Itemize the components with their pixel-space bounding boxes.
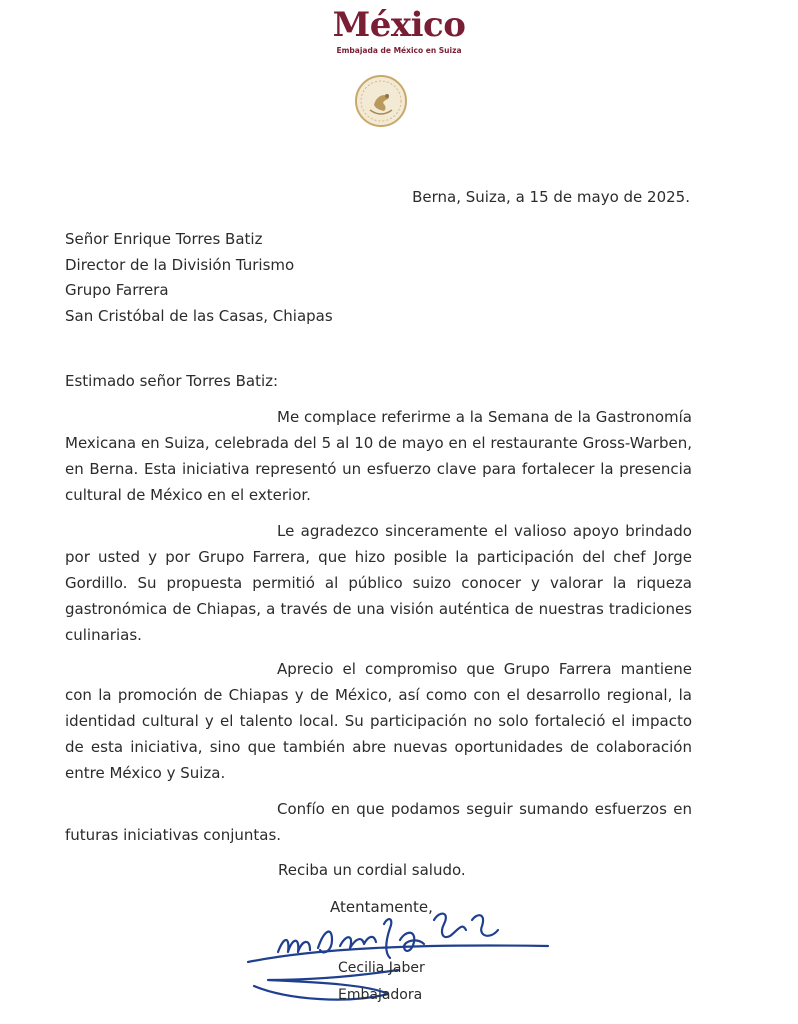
embassy-name: Embajada de México en Suiza [336,46,462,55]
sign-off: Atentamente, [330,898,433,916]
brand-logo-text: México [332,5,466,45]
addressee-block [65,227,333,329]
addressee-company: Grupo Farrera [65,281,169,299]
paragraph-1: Me complace referirme a la Semana de la Gastronomía Mexicana en Suiza, celebrada del 5 al 10 de mayo en el restaurante Gross-Warben, en Berna. Esta iniciativa representó un esfuerzo clave para fortalecer la presencia cultural de México en el exterior. [65,408,692,504]
coat-of-arms-seal-icon [354,74,408,128]
paragraph-2: Le agradezco sinceramente el valioso apoyo brindado por usted y por Grupo Farrera, que hizo posible la participación del chef Jorge Gordillo. Su propuesta permitió al público suizo conocer y valorar la riqueza gastronómica de Chiapas, a través de una visión auténtica de nuestras tradiciones culinarias. [65,522,692,644]
salutation: Estimado señor Torres Batiz: [65,372,279,390]
signer-name: Cecilia Jaber [338,960,425,976]
addressee-position: Director de la División Turismo [65,255,295,274]
paragraph-3: Aprecio el compromiso que Grupo Farrera mantiene con la promoción de Chiapas y de México, así como con el desarrollo regional, la identidad cultural y el talento local. Su participación no solo fortaleció el impacto de esta iniciativa, sino que también abre nuevas oportunidades de colaboración entre México y Suiza. [65,660,692,782]
addressee-location: San Cristóbal de las Casas, Chiapas [65,306,333,325]
signer-title: Embajadora [338,987,423,1003]
addressee-name: Señor Enrique Torres Batiz [65,230,263,248]
letter-date: Berna, Suiza, a 15 de mayo de 2025. [412,188,690,206]
letterhead [0,5,798,55]
paragraph-4: Confío en que podamos seguir sumando esfuerzos en futuras iniciativas conjuntas. [65,800,692,844]
closing-line: Reciba un cordial saludo. [278,861,466,879]
